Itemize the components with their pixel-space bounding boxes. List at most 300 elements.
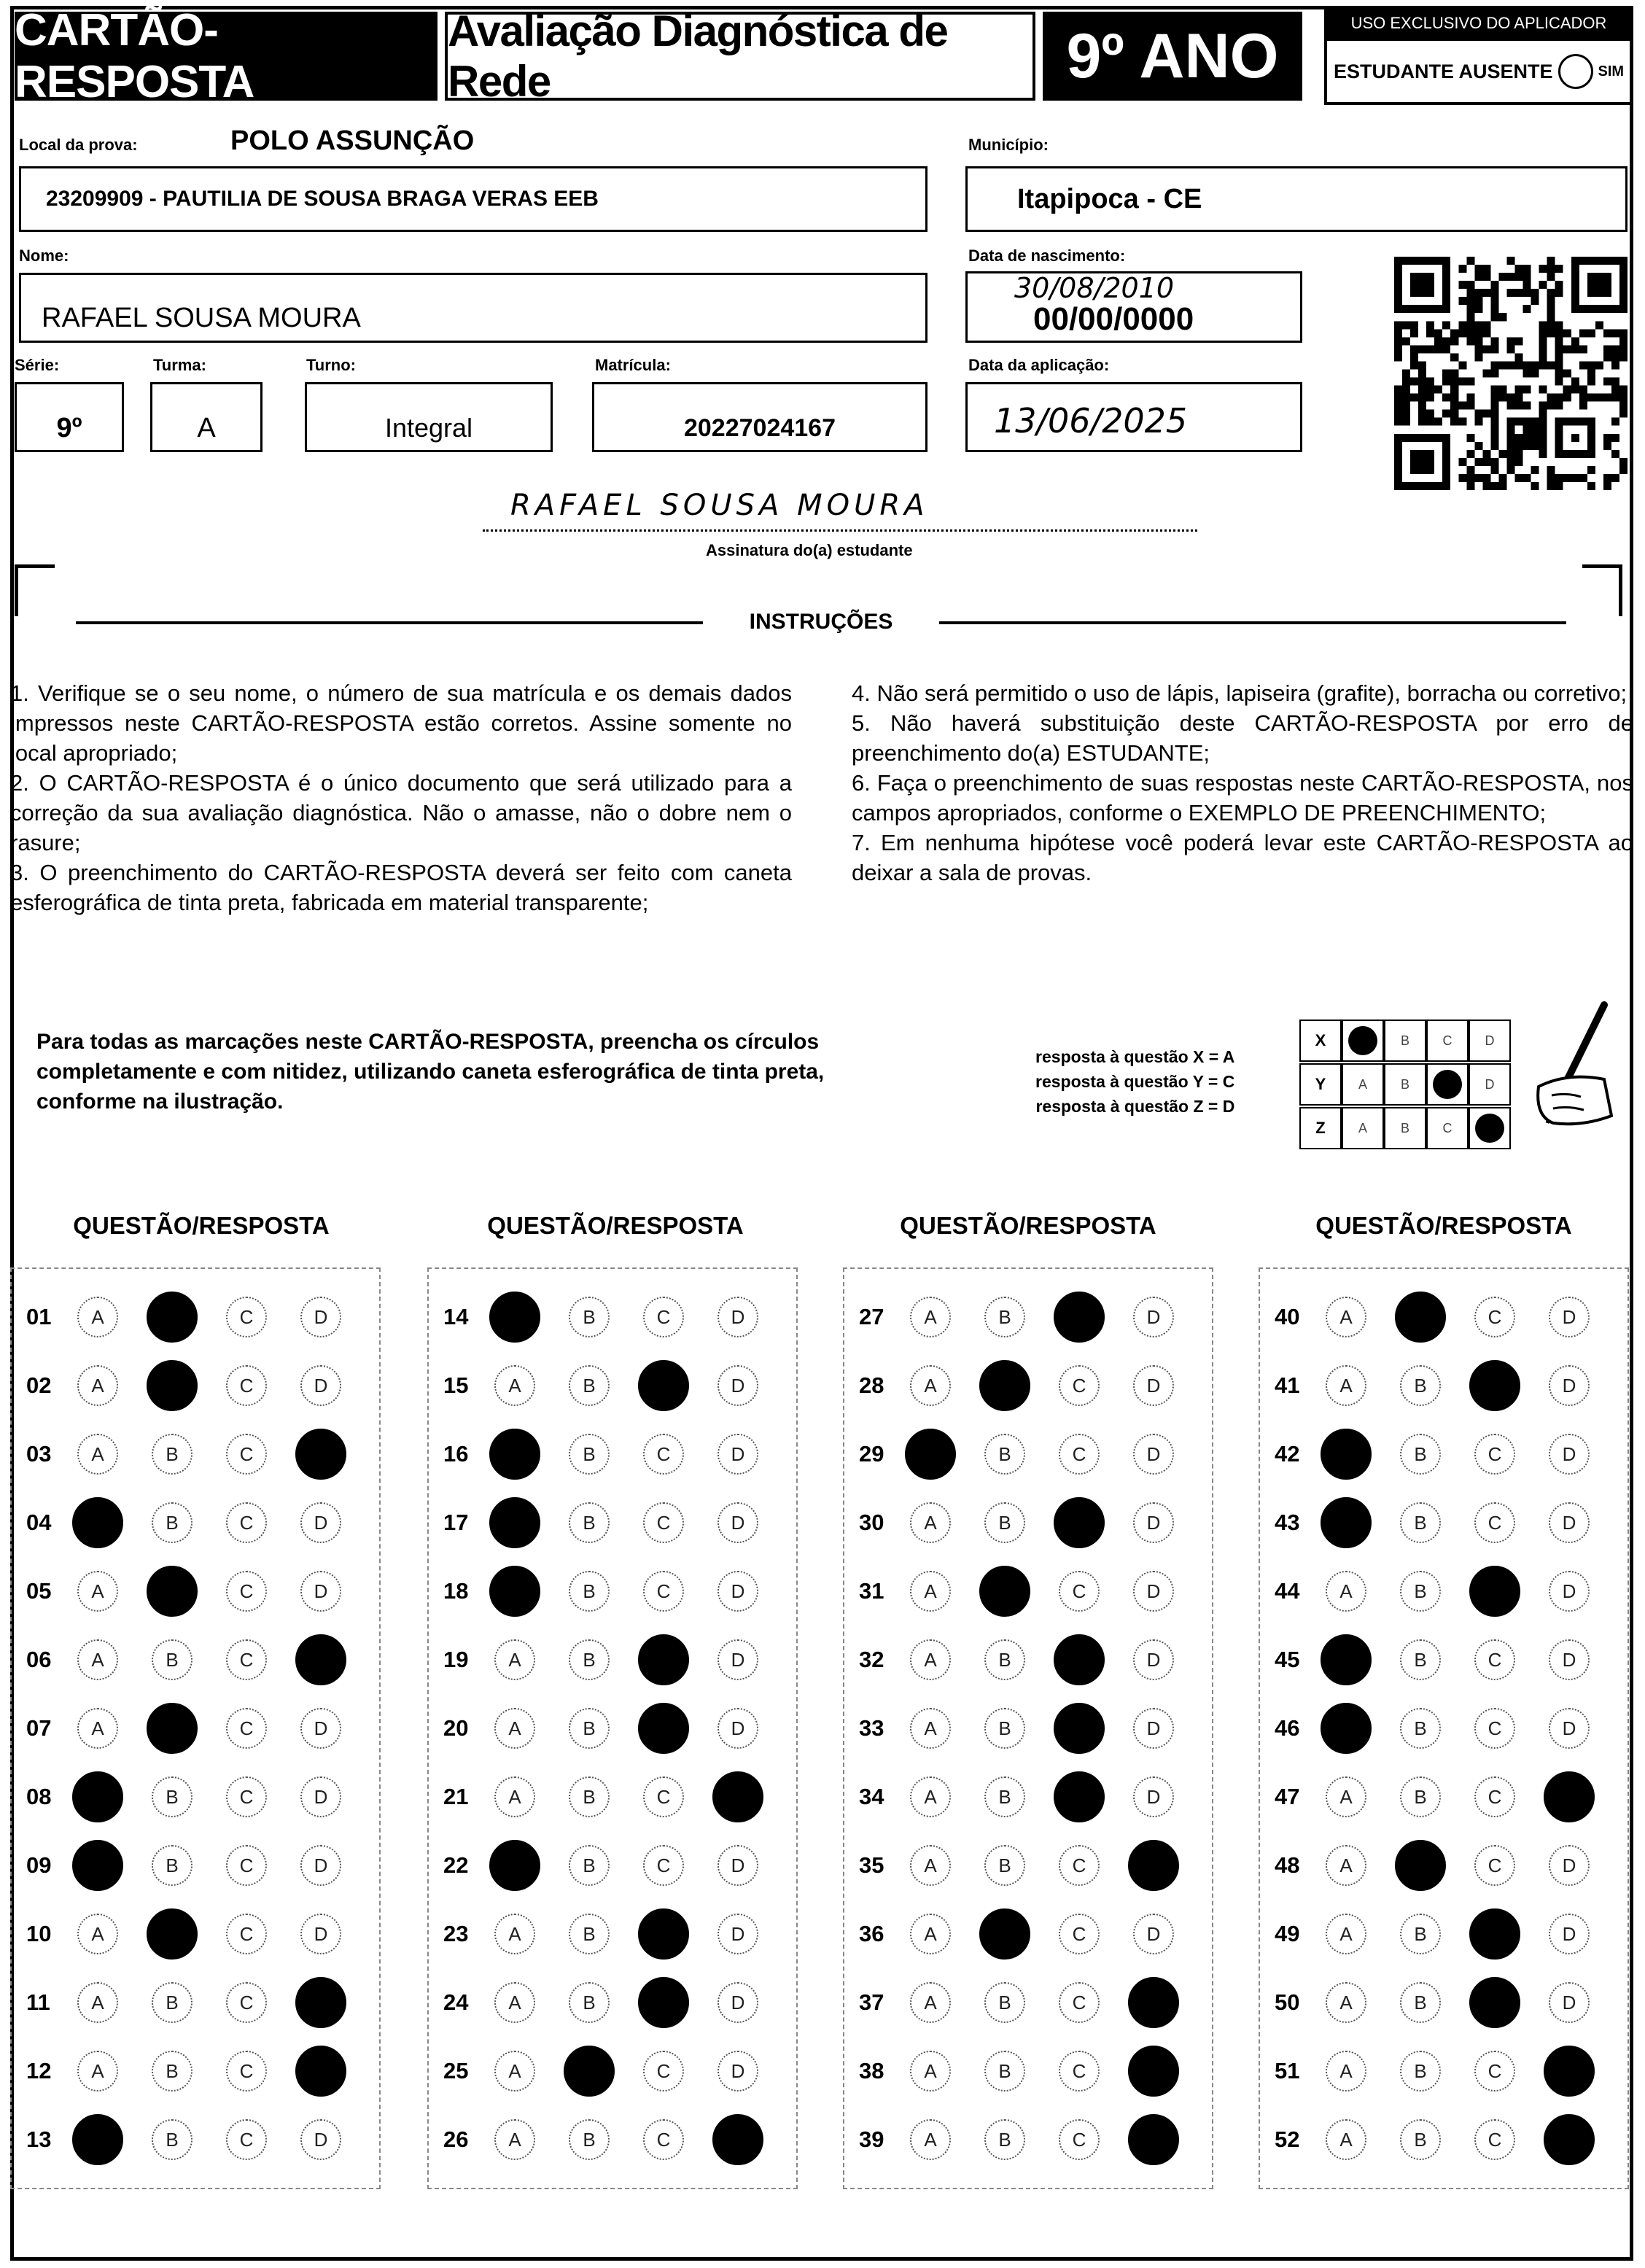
bubble-b[interactable] — [147, 1703, 198, 1754]
serie-field — [15, 382, 124, 452]
bubble-c[interactable]: C — [226, 1434, 267, 1475]
bubble-c[interactable]: C — [1474, 1502, 1515, 1543]
bubble-a[interactable]: A — [910, 1776, 951, 1817]
bubble-b[interactable]: B — [569, 2119, 610, 2160]
bubble-d[interactable]: D — [1133, 1502, 1174, 1543]
answer-row — [429, 1973, 792, 2032]
bubble-d[interactable]: D — [1133, 1571, 1174, 1612]
question-number: 49 — [1275, 1921, 1300, 1946]
bubble-a[interactable]: A — [77, 1365, 118, 1406]
bubble-d[interactable]: D — [300, 1502, 341, 1543]
example-option: D — [1485, 1033, 1495, 1048]
example-cell — [1384, 1020, 1426, 1062]
example-question: X — [1299, 1020, 1342, 1062]
bubble-d[interactable]: D — [718, 1297, 758, 1337]
bubble-d[interactable]: D — [300, 1914, 341, 1954]
answer-row — [429, 1836, 792, 1895]
bubble-a[interactable]: A — [1326, 1297, 1366, 1337]
bubble-d[interactable]: D — [718, 1982, 758, 2023]
bubble-a[interactable]: A — [910, 1365, 951, 1406]
absent-bubble[interactable] — [1558, 54, 1593, 89]
bubble-c[interactable] — [638, 1977, 689, 2028]
question-number: 38 — [859, 2058, 884, 2083]
bubble-b[interactable]: B — [152, 1776, 192, 1817]
question-number: 12 — [26, 2058, 52, 2083]
bubble-d[interactable] — [1128, 1977, 1179, 2028]
answer-row — [12, 1562, 375, 1620]
bubble-c[interactable]: C — [643, 1502, 684, 1543]
answer-row — [429, 1699, 792, 1758]
bubble-c[interactable] — [1469, 1360, 1520, 1411]
bubble-b[interactable]: B — [984, 1776, 1025, 1817]
example-option: D — [1485, 1076, 1495, 1092]
bubble-c[interactable] — [1054, 1497, 1105, 1548]
bubble-d[interactable] — [1544, 2046, 1595, 2097]
bubble-d[interactable]: D — [718, 1914, 758, 1954]
bubble-a[interactable] — [1321, 1703, 1372, 1754]
aplicador-header: USO EXCLUSIVO DO APLICADOR — [1324, 9, 1633, 38]
bubble-a[interactable]: A — [494, 1982, 535, 2023]
bubble-b[interactable] — [147, 1360, 198, 1411]
answer-row — [844, 1973, 1208, 2032]
bubble-c[interactable]: C — [226, 1639, 267, 1680]
bubble-a[interactable]: A — [1326, 1365, 1366, 1406]
bubble-d[interactable]: D — [1549, 1982, 1590, 2023]
example-option: B — [1400, 1076, 1409, 1092]
bubble-a[interactable]: A — [910, 1297, 951, 1337]
municipio-label: Município: — [968, 136, 1049, 154]
bubble-b[interactable]: B — [1400, 1776, 1441, 1817]
bubble-b[interactable]: B — [152, 1982, 192, 2023]
question-number: 07 — [26, 1715, 52, 1741]
qr-code — [1394, 257, 1628, 490]
bubble-b[interactable]: B — [1400, 1639, 1441, 1680]
bubble-c[interactable]: C — [1474, 1776, 1515, 1817]
bubble-c[interactable]: C — [1059, 1365, 1100, 1406]
example-line-x: resposta à questão X = A — [1035, 1047, 1235, 1066]
bubble-c[interactable]: C — [1059, 2051, 1100, 2092]
instructions-title: INSTRUÇÕES — [749, 610, 893, 634]
bubble-d[interactable] — [712, 1771, 763, 1822]
bubble-d[interactable] — [1128, 1840, 1179, 1891]
instruction-4: 4. Não será permitido o uso de lápis, lapiseira (grafite), borracha ou corretivo; — [852, 680, 1628, 706]
bubble-d[interactable]: D — [718, 1845, 758, 1886]
bubble-a[interactable]: A — [77, 1982, 118, 2023]
bubble-d[interactable] — [1128, 2046, 1179, 2097]
bubble-a[interactable]: A — [1326, 2051, 1366, 2092]
bubble-c[interactable]: C — [226, 1845, 267, 1886]
answer-row — [844, 1631, 1208, 1689]
bubble-a[interactable]: A — [494, 1776, 535, 1817]
question-number: 06 — [26, 1647, 52, 1672]
bubble-d[interactable]: D — [300, 1845, 341, 1886]
bubble-b[interactable]: B — [569, 1365, 610, 1406]
example-cell — [1426, 1107, 1469, 1149]
bubble-c[interactable]: C — [226, 2119, 267, 2160]
instruction-6: 6. Faça o preenchimento de suas respostas neste CARTÃO-RESPOSTA, nos campos apropriados, conforme o EXEMPLO DE PREENCHIMENTO; — [852, 770, 1633, 826]
bubble-a[interactable] — [1321, 1634, 1372, 1685]
bubble-d[interactable]: D — [718, 1502, 758, 1543]
bubble-d[interactable]: D — [300, 1776, 341, 1817]
answer-row — [844, 1699, 1208, 1758]
instruction-7: 7. Em nenhuma hipótese você poderá levar este CARTÃO-RESPOSTA ao deixar a sala de provas. — [852, 830, 1633, 885]
example-question: Z — [1299, 1107, 1342, 1149]
answer-row — [1260, 1768, 1623, 1826]
bubble-c[interactable]: C — [1474, 1845, 1515, 1886]
bubble-a[interactable]: A — [910, 1502, 951, 1543]
bubble-b[interactable]: B — [569, 1297, 610, 1337]
answer-column-1 — [10, 1267, 381, 2189]
bubble-a[interactable] — [1321, 1429, 1372, 1480]
question-number: 50 — [1275, 1989, 1300, 2015]
bubble-d[interactable]: D — [1549, 1639, 1590, 1680]
example-line-z: resposta à questão Z = D — [1035, 1097, 1235, 1116]
bubble-b[interactable] — [147, 1292, 198, 1343]
bubble-c[interactable]: C — [643, 1776, 684, 1817]
bubble-a[interactable]: A — [1326, 1914, 1366, 1954]
bubble-b[interactable]: B — [152, 2051, 192, 2092]
bubble-b[interactable]: B — [1400, 1571, 1441, 1612]
answer-row — [844, 2042, 1208, 2100]
bubble-a[interactable] — [489, 1566, 540, 1617]
bubble-c[interactable]: C — [226, 1571, 267, 1612]
bubble-a[interactable]: A — [494, 1708, 535, 1749]
bubble-c[interactable]: C — [226, 1982, 267, 2023]
instr-rule-right — [939, 621, 1566, 624]
bubble-a[interactable]: A — [910, 1571, 951, 1612]
bubble-c[interactable]: C — [1474, 2119, 1515, 2160]
bubble-b[interactable]: B — [1400, 1502, 1441, 1543]
bubble-a[interactable]: A — [1326, 1845, 1366, 1886]
bubble-a[interactable] — [72, 1771, 123, 1822]
bubble-d[interactable]: D — [300, 1297, 341, 1337]
bubble-a[interactable] — [489, 1497, 540, 1548]
bubble-b[interactable]: B — [984, 2051, 1025, 2092]
bubble-c[interactable]: C — [226, 1914, 267, 1954]
bubble-a[interactable]: A — [77, 2051, 118, 2092]
birth-value: 00/00/0000 — [1033, 301, 1194, 337]
bubble-c[interactable]: C — [643, 1845, 684, 1886]
bubble-a[interactable] — [489, 1840, 540, 1891]
answer-row — [844, 1768, 1208, 1826]
question-number: 41 — [1275, 1372, 1300, 1398]
answer-row — [12, 1699, 375, 1758]
bubble-c[interactable]: C — [226, 1297, 267, 1337]
bubble-b[interactable]: B — [984, 1982, 1025, 2023]
example-option: A — [1358, 1120, 1367, 1135]
bubble-b[interactable]: B — [152, 1845, 192, 1886]
bubble-b[interactable]: B — [569, 1914, 610, 1954]
bubble-a[interactable]: A — [494, 2051, 535, 2092]
instructions-right — [852, 678, 1633, 888]
question-number: 34 — [859, 1784, 884, 1809]
bubble-b[interactable]: B — [1400, 1365, 1441, 1406]
question-number: 45 — [1275, 1647, 1300, 1672]
bubble-d[interactable]: D — [300, 1708, 341, 1749]
answer-row — [12, 1631, 375, 1689]
bubble-d[interactable]: D — [1549, 1502, 1590, 1543]
instruction-1: 1. Verifique se o seu nome, o número de sua matrícula e os demais dados impressos neste CARTÃO-RESPOSTA estão corretos. Assine somente no local apropriado; — [10, 680, 792, 766]
bubble-d[interactable] — [1544, 1771, 1595, 1822]
question-number: 35 — [859, 1852, 884, 1878]
bubble-b[interactable] — [1395, 1292, 1446, 1343]
bubble-c[interactable] — [1054, 1771, 1105, 1822]
bubble-d[interactable]: D — [718, 1639, 758, 1680]
bubble-b[interactable]: B — [152, 1639, 192, 1680]
bubble-b[interactable]: B — [152, 2119, 192, 2160]
question-number: 47 — [1275, 1784, 1300, 1809]
bubble-a[interactable] — [72, 2114, 123, 2165]
bubble-d[interactable]: D — [1549, 1914, 1590, 1954]
bubble-c[interactable]: C — [643, 1571, 684, 1612]
bubble-d[interactable]: D — [1549, 1365, 1590, 1406]
local-value: POLO ASSUNÇÃO — [230, 125, 475, 156]
bubble-d[interactable]: D — [718, 1708, 758, 1749]
question-number: 14 — [443, 1304, 469, 1329]
bubble-a[interactable]: A — [77, 1914, 118, 1954]
bubble-c[interactable]: C — [1059, 2119, 1100, 2160]
bubble-b[interactable] — [1395, 1840, 1446, 1891]
example-option: B — [1400, 1033, 1409, 1048]
bubble-c[interactable]: C — [226, 1502, 267, 1543]
bubble-d[interactable]: D — [300, 2119, 341, 2160]
bubble-a[interactable]: A — [1326, 2119, 1366, 2160]
bubble-a[interactable]: A — [910, 1914, 951, 1954]
bubble-c[interactable]: C — [226, 2051, 267, 2092]
bubble-c[interactable]: C — [226, 1365, 267, 1406]
bubble-c[interactable]: C — [643, 2119, 684, 2160]
bubble-d[interactable]: D — [1133, 1708, 1174, 1749]
bubble-c[interactable]: C — [1059, 1434, 1100, 1475]
question-number: 22 — [443, 1852, 469, 1878]
bubble-b[interactable]: B — [1400, 1914, 1441, 1954]
bubble-b[interactable]: B — [984, 1297, 1025, 1337]
bubble-d[interactable] — [295, 1977, 346, 2028]
question-number: 16 — [443, 1441, 469, 1467]
bubble-b[interactable] — [147, 1908, 198, 1960]
bubble-b[interactable]: B — [1400, 1434, 1441, 1475]
bubble-c[interactable] — [1469, 1908, 1520, 1960]
bubble-a[interactable]: A — [77, 1571, 118, 1612]
bubble-b[interactable]: B — [1400, 1982, 1441, 2023]
bubble-c[interactable]: C — [643, 2051, 684, 2092]
bubble-a[interactable] — [489, 1292, 540, 1343]
bubble-b[interactable]: B — [152, 1502, 192, 1543]
evaluation-title: Avaliação Diagnóstica de Rede — [445, 12, 1035, 101]
bubble-d[interactable] — [295, 2046, 346, 2097]
bubble-c[interactable] — [1469, 1566, 1520, 1617]
bubble-c[interactable] — [1054, 1634, 1105, 1685]
bubble-a[interactable] — [905, 1429, 956, 1480]
example-option: C — [1442, 1033, 1452, 1048]
bubble-a[interactable]: A — [494, 1914, 535, 1954]
bubble-c[interactable]: C — [226, 1708, 267, 1749]
answer-row — [429, 1356, 792, 1415]
example-row — [1299, 1107, 1515, 1151]
bubble-a[interactable]: A — [910, 1982, 951, 2023]
bubble-b[interactable] — [979, 1908, 1030, 1960]
name-label: Nome: — [19, 246, 69, 265]
bubble-d[interactable]: D — [718, 2051, 758, 2092]
bubble-b[interactable]: B — [984, 1639, 1025, 1680]
question-number: 44 — [1275, 1578, 1300, 1604]
bubble-d[interactable]: D — [1549, 1845, 1590, 1886]
serie-label: Série: — [15, 356, 60, 374]
bubble-d[interactable]: D — [1133, 1914, 1174, 1954]
bubble-a[interactable]: A — [494, 1365, 535, 1406]
bubble-c[interactable]: C — [1059, 1571, 1100, 1612]
grade-year: 9º ANO — [1043, 12, 1302, 101]
absent-yes-label: SIM — [1598, 63, 1625, 79]
bubble-c[interactable] — [638, 1908, 689, 1960]
bubble-a[interactable]: A — [910, 1708, 951, 1749]
bubble-c[interactable]: C — [643, 1434, 684, 1475]
answer-row — [1260, 2110, 1623, 2169]
bubble-a[interactable]: A — [77, 1639, 118, 1680]
example-illustration — [1299, 1020, 1515, 1151]
bubble-a[interactable] — [1321, 1497, 1372, 1548]
bubble-d[interactable] — [1128, 2114, 1179, 2165]
bubble-d[interactable] — [295, 1429, 346, 1480]
bubble-a[interactable]: A — [910, 1845, 951, 1886]
bubble-a[interactable]: A — [1326, 1982, 1366, 2023]
bubble-b[interactable]: B — [1400, 2119, 1441, 2160]
bubble-c[interactable] — [638, 1634, 689, 1685]
answer-row — [12, 1836, 375, 1895]
bubble-c[interactable]: C — [1059, 1982, 1100, 2023]
turno-field — [305, 382, 553, 452]
bubble-c[interactable]: C — [1059, 1845, 1100, 1886]
bubble-b[interactable] — [979, 1566, 1030, 1617]
bubble-c[interactable] — [1054, 1703, 1105, 1754]
bubble-c[interactable]: C — [1474, 2051, 1515, 2092]
answer-row — [1260, 1425, 1623, 1483]
answer-row — [429, 1905, 792, 1963]
bubble-d[interactable]: D — [300, 1571, 341, 1612]
bubble-a[interactable]: A — [494, 1639, 535, 1680]
question-number: 01 — [26, 1304, 52, 1329]
bubble-a[interactable]: A — [494, 2119, 535, 2160]
bubble-d[interactable]: D — [1549, 1297, 1590, 1337]
bubble-c[interactable]: C — [1059, 1914, 1100, 1954]
bubble-b[interactable]: B — [984, 1708, 1025, 1749]
answer-row — [844, 1905, 1208, 1963]
bubble-c[interactable]: C — [1474, 1708, 1515, 1749]
answer-row — [12, 2110, 375, 2169]
bubble-b[interactable]: B — [984, 2119, 1025, 2160]
bubble-b[interactable] — [979, 1360, 1030, 1411]
question-number: 03 — [26, 1441, 52, 1467]
bubble-a[interactable]: A — [77, 1297, 118, 1337]
question-number: 15 — [443, 1372, 469, 1398]
question-number: 39 — [859, 2127, 884, 2152]
bubble-d[interactable]: D — [1133, 1434, 1174, 1475]
bubble-b[interactable] — [564, 2046, 615, 2097]
bubble-a[interactable] — [489, 1429, 540, 1480]
answer-row — [1260, 1356, 1623, 1415]
bubble-c[interactable] — [638, 1360, 689, 1411]
card-title: CARTÃO-RESPOSTA — [15, 12, 438, 101]
bubble-c[interactable]: C — [226, 1776, 267, 1817]
bubble-a[interactable]: A — [77, 1708, 118, 1749]
bubble-d[interactable]: D — [300, 1365, 341, 1406]
question-number: 13 — [26, 2127, 52, 2152]
bubble-a[interactable]: A — [910, 1639, 951, 1680]
bubble-b[interactable]: B — [569, 1776, 610, 1817]
bubble-d[interactable]: D — [718, 1571, 758, 1612]
question-number: 09 — [26, 1852, 52, 1878]
bubble-c[interactable]: C — [1474, 1639, 1515, 1680]
bubble-a[interactable]: A — [910, 2051, 951, 2092]
bubble-a[interactable]: A — [77, 1434, 118, 1475]
bubble-d[interactable] — [295, 1634, 346, 1685]
answer-row — [844, 1836, 1208, 1895]
bubble-d[interactable]: D — [718, 1365, 758, 1406]
answer-row — [1260, 1562, 1623, 1620]
bubble-c[interactable] — [1054, 1292, 1105, 1343]
question-number: 23 — [443, 1921, 469, 1946]
answer-column-3 — [843, 1267, 1213, 2189]
bubble-c[interactable] — [638, 1703, 689, 1754]
bubble-d[interactable]: D — [1133, 1297, 1174, 1337]
bubble-b[interactable]: B — [152, 1434, 192, 1475]
bubble-b[interactable]: B — [569, 1571, 610, 1612]
bubble-b[interactable]: B — [569, 1434, 610, 1475]
bubble-d[interactable]: D — [718, 1434, 758, 1475]
bubble-b[interactable]: B — [984, 1434, 1025, 1475]
signature: RAFAEL SOUSA MOURA — [510, 489, 929, 522]
answer-row — [844, 2110, 1208, 2169]
question-number: 30 — [859, 1510, 884, 1535]
bubble-b[interactable]: B — [569, 1982, 610, 2023]
bubble-d[interactable]: D — [1133, 1776, 1174, 1817]
bubble-b[interactable]: B — [1400, 1708, 1441, 1749]
bubble-a[interactable]: A — [1326, 1776, 1366, 1817]
bubble-b[interactable]: B — [984, 1502, 1025, 1543]
bubble-d[interactable]: D — [1549, 1434, 1590, 1475]
bubble-b[interactable] — [147, 1566, 198, 1617]
bubble-c[interactable]: C — [1474, 1297, 1515, 1337]
bubble-c[interactable]: C — [1474, 1434, 1515, 1475]
bubble-b[interactable]: B — [569, 1502, 610, 1543]
answer-row — [1260, 1494, 1623, 1552]
bubble-a[interactable]: A — [910, 2119, 951, 2160]
bubble-b[interactable]: B — [569, 1845, 610, 1886]
example-cell — [1384, 1107, 1426, 1149]
answer-row — [429, 1768, 792, 1826]
bubble-b[interactable]: B — [1400, 2051, 1441, 2092]
bubble-b[interactable]: B — [569, 1708, 610, 1749]
bubble-b[interactable]: B — [984, 1845, 1025, 1886]
bubble-d[interactable] — [1544, 2114, 1595, 2165]
bubble-a[interactable] — [72, 1497, 123, 1548]
bubble-d[interactable]: D — [1133, 1639, 1174, 1680]
answer-row — [429, 1631, 792, 1689]
bubble-d[interactable]: D — [1133, 1365, 1174, 1406]
bubble-b[interactable]: B — [569, 1639, 610, 1680]
bubble-c[interactable] — [1469, 1977, 1520, 2028]
bubble-c[interactable]: C — [643, 1297, 684, 1337]
bubble-a[interactable] — [72, 1840, 123, 1891]
bubble-a[interactable]: A — [1326, 1571, 1366, 1612]
question-number: 25 — [443, 2058, 469, 2083]
bubble-d[interactable] — [712, 2114, 763, 2165]
example-row — [1299, 1020, 1515, 1063]
bubble-d[interactable]: D — [1549, 1571, 1590, 1612]
example-cell — [1342, 1020, 1384, 1062]
bubble-d[interactable]: D — [1549, 1708, 1590, 1749]
question-number: 19 — [443, 1647, 469, 1672]
